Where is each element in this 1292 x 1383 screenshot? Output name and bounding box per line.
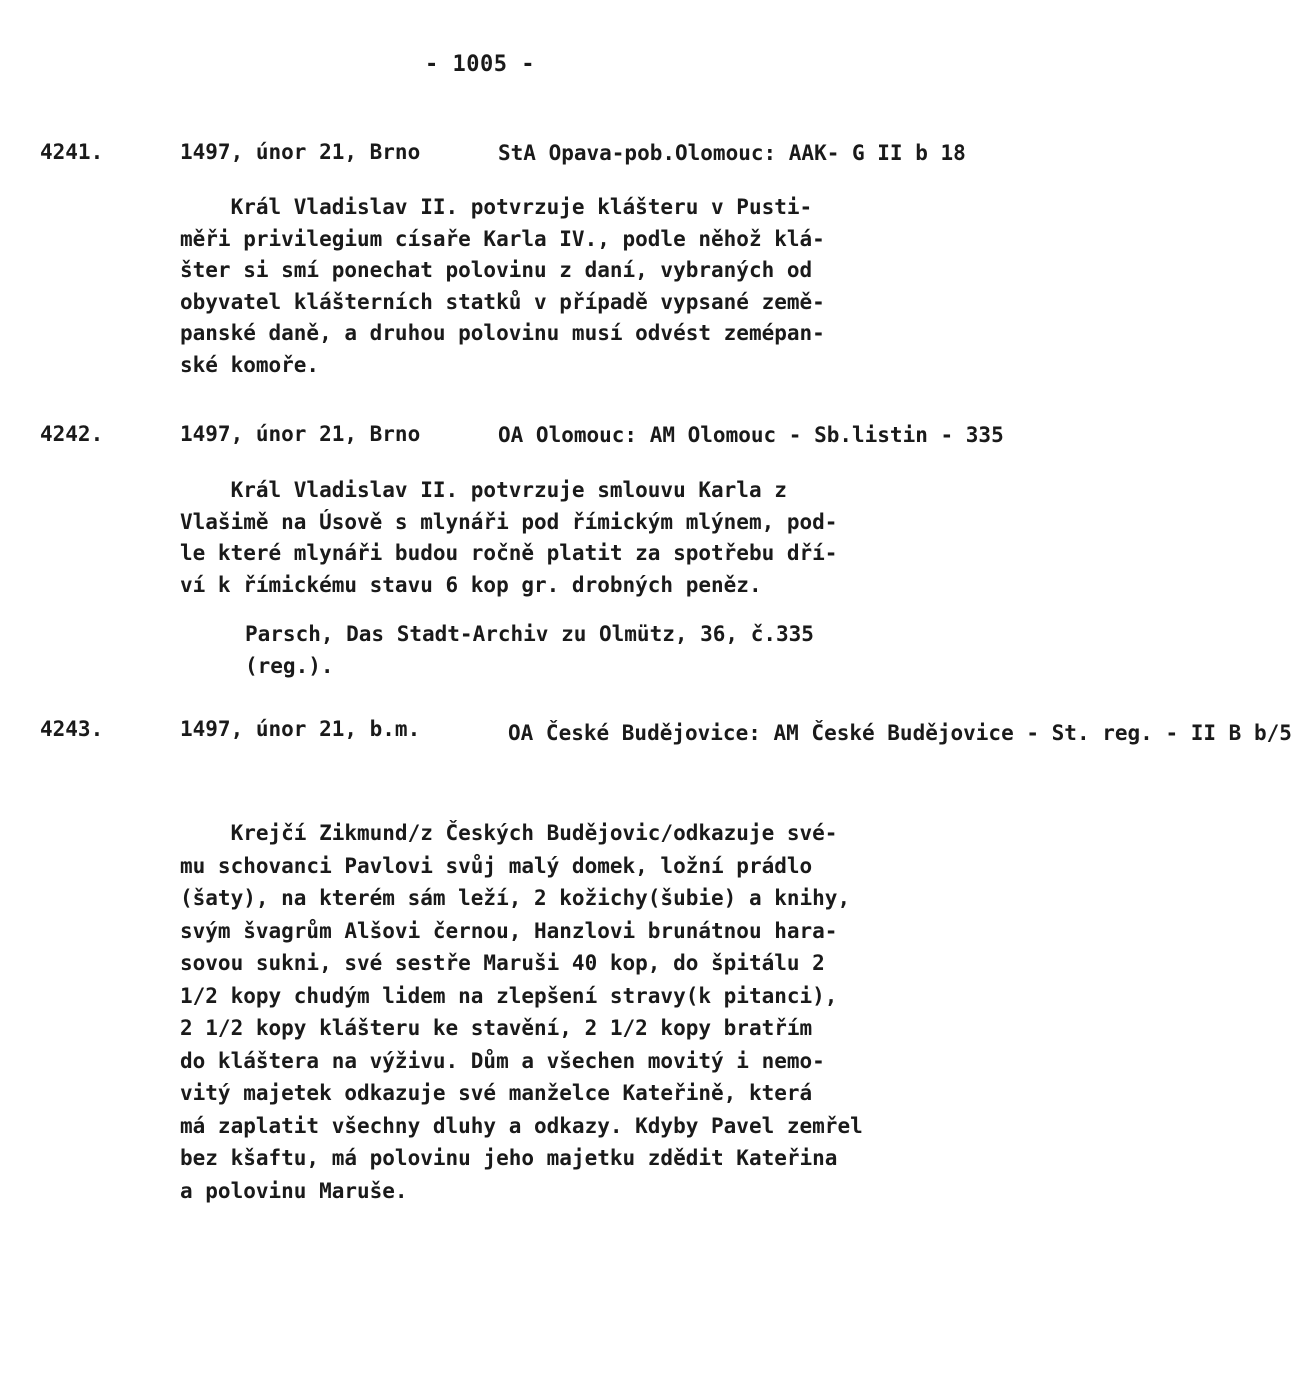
entry-date: 1497, únor 21, Brno — [180, 422, 421, 446]
entry-number: 4243. — [40, 717, 104, 741]
entry-date: 1497, únor 21, b.m. — [180, 717, 421, 741]
entry-literature: Parsch, Das Stadt-Archiv zu Olmütz, 36, č.335 (reg.). — [245, 622, 814, 678]
entry-archive-signature: OA České Budějovice: AM České Budějovice - St. reg. - II B b/5 — [508, 721, 1292, 745]
entry-text: Král Vladislav II. potvrzuje klášteru v Pusti- měři privilegium císaře Karla IV., podle něhož klá- šter si smí ponechat polovinu z daní, vybraných od obyvatel klášterních statků v případě vypsané země- panské daně, a druhou polovinu musí odvést zemépan- ské komoře. — [180, 195, 825, 377]
page-number: - 1005 - — [425, 52, 535, 77]
entry-archive-signature: StA Opava-pob.Olomouc: AAK- G II b 18 — [498, 141, 966, 165]
entry-date: 1497, únor 21, Brno — [180, 140, 421, 164]
entry-number: 4241. — [40, 140, 104, 164]
entry-text: Král Vladislav II. potvrzuje smlouvu Karla z Vlašimě na Úsově s mlynáři pod římickým mlýnem, pod- le které mlynáři budou ročně platit za spotřebu dří- ví k římickému stavu 6 kop gr. drobných peněz. — [180, 478, 838, 597]
entry-number: 4242. — [40, 422, 104, 446]
entry-text: Krejčí Zikmund/z Českých Budějovic/odkazuje své- mu schovanci Pavlovi svůj malý domek, ložní prádlo (šaty), na kterém sám leží, 2 kožichy(šubie) a knihy, svým švagrům Alšovi černou, Hanzlovi brunátnou hara- sovou sukni, své sestře Maruši 40 kop, do špitálu 2 1/2 kopy chudým lidem na zlepšení stravy(k pitanci), 2 1/2 kopy klášteru ke stavění, 2 1/2 kopy bratřím do kláštera na výživu. Dům a všechen movitý i nemo- vitý majetek odkazuje své manželce Kateřině, která má zaplatit všechny dluhy a odkazy. Kdyby Pavel zemřel bez kšaftu, má polovinu jeho majetku zdědit Kateřina a polovinu Maruše. — [180, 821, 863, 1203]
entry-archive-signature: OA Olomouc: AM Olomouc - Sb.listin - 335 — [498, 423, 1004, 447]
